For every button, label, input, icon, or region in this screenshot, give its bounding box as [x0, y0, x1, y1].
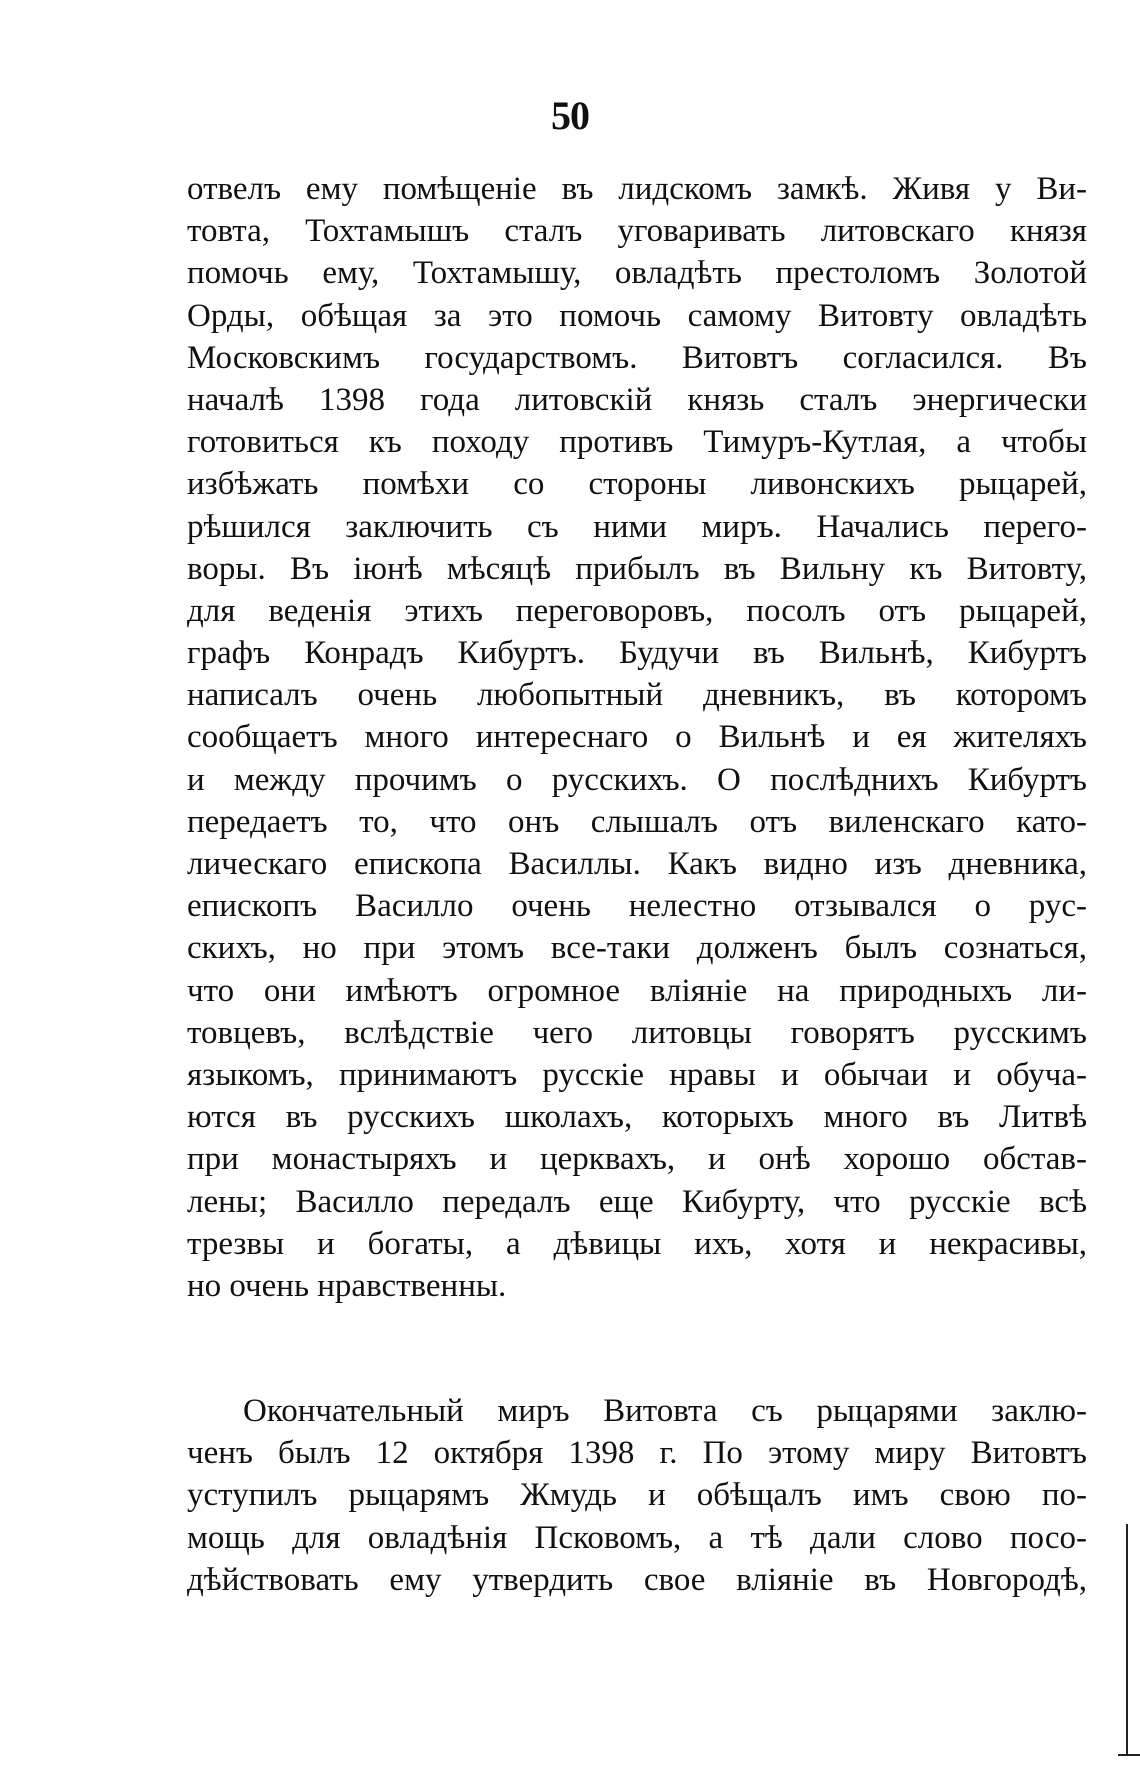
text-line: уступилъ рыцарямъ Жмудь и обѣщалъ имъ свою по-	[187, 1477, 1087, 1514]
text-line: ются въ русскихъ школахъ, которыхъ много въ Литвѣ	[187, 1099, 1087, 1136]
text-line: что они имѣютъ огромное вліяніе на природныхъ ли-	[187, 972, 1087, 1009]
text-line: трезвы и богаты, а дѣвицы ихъ, хотя и некрасивы,	[187, 1225, 1087, 1262]
paragraph-2	[187, 1390, 1087, 1601]
text-line: Орды, обѣщая за это помочь самому Витовту овладѣть	[187, 297, 1087, 334]
text-line: помочь ему, Тохтамышу, овладѣть престоломъ Золотой	[187, 255, 1087, 292]
text-line: при монастыряхъ и церквахъ, и онѣ хорошо обстав-	[187, 1141, 1087, 1178]
page-edge-line	[1126, 1524, 1128, 1754]
text-line: мощь для овладѣнія Псковомъ, а тѣ дали слово посо-	[187, 1519, 1087, 1556]
text-line: отвелъ ему помѣщеніе въ лидскомъ замкѣ. Живя у Ви-	[187, 171, 1087, 207]
text-line: ченъ былъ 12 октября 1398 г. По этому миру Витовтъ	[187, 1435, 1087, 1472]
text-line: Московскимъ государствомъ. Витовтъ согласился. Въ	[187, 339, 1087, 376]
text-line: Окончательный миръ Витовта съ рыцарями заклю-	[243, 1393, 1087, 1429]
page-number: 50	[551, 93, 589, 138]
text-line: языкомъ, принимаютъ русскіе нравы и обычаи и обуча-	[187, 1056, 1087, 1093]
text-line: началѣ 1398 года литовскій князь сталъ энергически	[187, 381, 1087, 418]
text-line: сообщаетъ много интереснаго о Вильнѣ и ея жителяхъ	[187, 719, 1087, 756]
text-line: рѣшился заключить съ ними миръ. Начались перего-	[187, 508, 1087, 545]
text-line: и между прочимъ о русскихъ. О послѣднихъ Кибуртъ	[187, 761, 1087, 798]
text-line: лическаго епископа Василлы. Какъ видно изъ дневника,	[187, 846, 1087, 882]
page-edge-tick	[1118, 1754, 1140, 1756]
text-line: дѣйствовать ему утвердить свое вліяніе въ Новгородѣ,	[187, 1561, 1087, 1598]
text-line: написалъ очень любопытный дневникъ, въ которомъ	[187, 677, 1087, 714]
text-line: товта, Тохтамышъ сталъ уговаривать литовскаго князя	[187, 213, 1087, 250]
text-line: скихъ, но при этомъ все-таки долженъ былъ сознаться,	[187, 930, 1087, 967]
paragraph-1	[187, 168, 1087, 1307]
text-line: товцевъ, вслѣдствіе чего литовцы говорятъ русскимъ	[187, 1014, 1087, 1051]
text-line: но очень нравственны.	[187, 1267, 507, 1304]
text-line: графъ Конрадъ Кибуртъ. Будучи въ Вильнѣ, Кибуртъ	[187, 635, 1087, 672]
text-line: для веденія этихъ переговоровъ, посолъ отъ рыцарей,	[187, 592, 1087, 629]
text-line: избѣжать помѣхи со стороны ливонскихъ рыцарей,	[187, 466, 1087, 503]
text-line: воры. Въ іюнѣ мѣсяцѣ прибылъ въ Вильну къ Витовту,	[187, 550, 1087, 587]
text-line: епископъ Василло очень нелестно отзывался о рус-	[187, 888, 1087, 925]
text-line: передаетъ то, что онъ слышалъ отъ виленскаго като-	[187, 803, 1087, 840]
text-line: лены; Василло передалъ еще Кибурту, что русскіе всѣ	[187, 1183, 1087, 1220]
text-line: готовиться къ походу противъ Тимуръ-Кутлая, а чтобы	[187, 424, 1087, 461]
